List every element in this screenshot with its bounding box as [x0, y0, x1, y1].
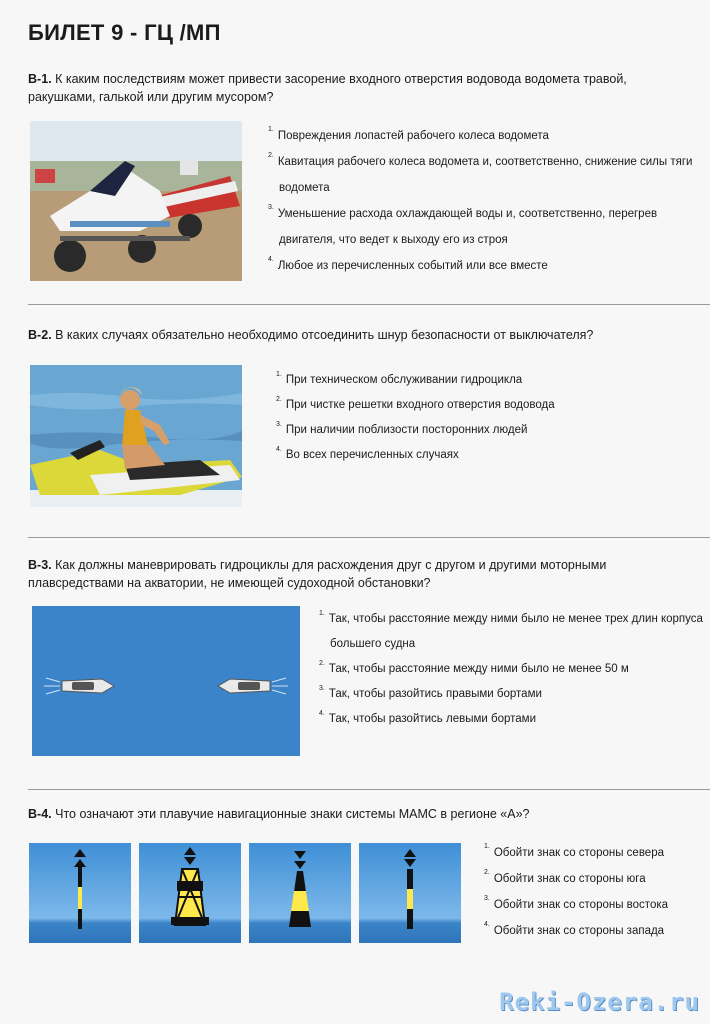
divider [28, 304, 710, 305]
answer-text: большего судна [330, 638, 416, 650]
answer-number: 1. [276, 371, 282, 378]
answer-text: Обойти знак со стороны востока [493, 899, 669, 911]
answer-number: 4. [484, 921, 490, 928]
four-cardinal-buoys [29, 843, 464, 943]
answer-text: При техническом обслуживании гидроцикла [285, 374, 523, 386]
answer-1-3-cont [268, 227, 692, 253]
answer-number: 4. [268, 256, 274, 263]
answer-text: При чистке решетки входного отверстия водовода [285, 399, 555, 411]
ticket-title: БИЛЕТ 9 - ГЦ /МП [28, 20, 221, 45]
answer-text: Повреждения лопастей рабочего колеса водомета [277, 130, 549, 142]
answer-text: Обойти знак со стороны запада [493, 925, 665, 937]
answer-text: Так, чтобы расстояние между ними было не менее 50 м [328, 663, 629, 675]
answer-1-4[interactable] [268, 253, 692, 279]
answer-4-2[interactable] [484, 866, 668, 892]
answer-number: 1. [268, 126, 274, 133]
question-1 [28, 70, 678, 106]
answer-2-1[interactable] [276, 368, 555, 393]
answer-text: Кавитация рабочего колеса водомета и, соответственно, снижение силы тяги [277, 156, 693, 168]
answer-1-3[interactable] [268, 201, 692, 227]
site-watermark: Reki-Ozera.ru [499, 988, 700, 1016]
question-1-answers [268, 123, 692, 279]
buoy-west [359, 843, 461, 943]
answer-4-3[interactable] [484, 892, 668, 918]
question-3 [28, 556, 678, 592]
question-2-answers [276, 368, 555, 468]
question-1-number: В-1. [28, 72, 52, 86]
answer-number: 4. [319, 710, 325, 717]
divider [28, 789, 710, 790]
answer-text: Так, чтобы расстояние между ними было не менее трех длин корпуса [328, 613, 703, 625]
two-jet-skis-head-on-diagram [32, 606, 300, 756]
question-3-answers [319, 607, 703, 732]
answer-number: 1. [484, 843, 490, 850]
answer-text: двигателя, что ведет к выходу его из строя [279, 234, 508, 246]
answer-number: 2. [268, 152, 274, 159]
answer-number: 4. [276, 446, 282, 453]
answer-2-4[interactable] [276, 443, 555, 468]
question-3-text: Как должны маневрировать гидроциклы для расхождения друг с другом и другими моторными плавсредствами на акватории, не имеющей судоходной обстановки? [28, 558, 607, 590]
answer-3-3[interactable] [319, 682, 703, 707]
question-3-number: В-3. [28, 558, 52, 572]
woman-on-jet-ski-photo [30, 365, 242, 507]
answer-text: водомета [279, 182, 330, 194]
answer-number: 3. [319, 685, 325, 692]
answer-text: Обойти знак со стороны юга [493, 873, 646, 885]
answer-text: Уменьшение расхода охлаждающей воды и, соответственно, перегрев [277, 208, 658, 220]
jet-ski-on-trailer-photo [30, 121, 242, 281]
answer-3-1[interactable] [319, 607, 703, 632]
divider [28, 537, 710, 538]
answer-text: Любое из перечисленных событий или все вместе [277, 260, 548, 272]
question-4-answers [484, 840, 668, 944]
answer-1-2[interactable] [268, 149, 692, 175]
answer-3-1-cont [319, 632, 703, 657]
answer-number: 2. [484, 869, 490, 876]
question-2-number: В-2. [28, 328, 52, 342]
answer-text: Так, чтобы разойтись левыми бортами [328, 713, 536, 725]
answer-number: 1. [319, 610, 325, 617]
buoy-east [139, 843, 241, 943]
question-4-number: В-4. [28, 807, 52, 821]
answer-number: 2. [276, 396, 282, 403]
question-4-text: Что означают эти плавучие навигационные знаки системы МАМС в регионе «А»? [55, 807, 530, 821]
answer-2-2[interactable] [276, 393, 555, 418]
answer-number: 3. [276, 421, 282, 428]
answer-text: Во всех перечисленных случаях [285, 449, 459, 461]
answer-3-4[interactable] [319, 707, 703, 732]
question-2-text: В каких случаях обязательно необходимо отсоединить шнур безопасности от выключателя? [55, 328, 594, 342]
answer-1-1[interactable] [268, 123, 692, 149]
question-4 [28, 805, 678, 823]
question-1-text: К каким последствиям может привести засорение входного отверстия водовода водомета травой, ракушками, галькой или другим мусором? [28, 72, 627, 104]
answer-text: При наличии поблизости посторонних людей [285, 424, 528, 436]
answer-4-4[interactable] [484, 918, 668, 944]
answer-number: 3. [268, 204, 274, 211]
answer-4-1[interactable] [484, 840, 668, 866]
answer-3-2[interactable] [319, 657, 703, 682]
buoy-north [29, 843, 131, 943]
answer-text: Обойти знак со стороны севера [493, 847, 664, 859]
answer-number: 3. [484, 895, 490, 902]
question-2 [28, 326, 678, 344]
answer-text: Так, чтобы разойтись правыми бортами [328, 688, 542, 700]
buoy-south [249, 843, 351, 943]
answer-2-3[interactable] [276, 418, 555, 443]
answer-1-2-cont [268, 175, 692, 201]
answer-number: 2. [319, 660, 325, 667]
